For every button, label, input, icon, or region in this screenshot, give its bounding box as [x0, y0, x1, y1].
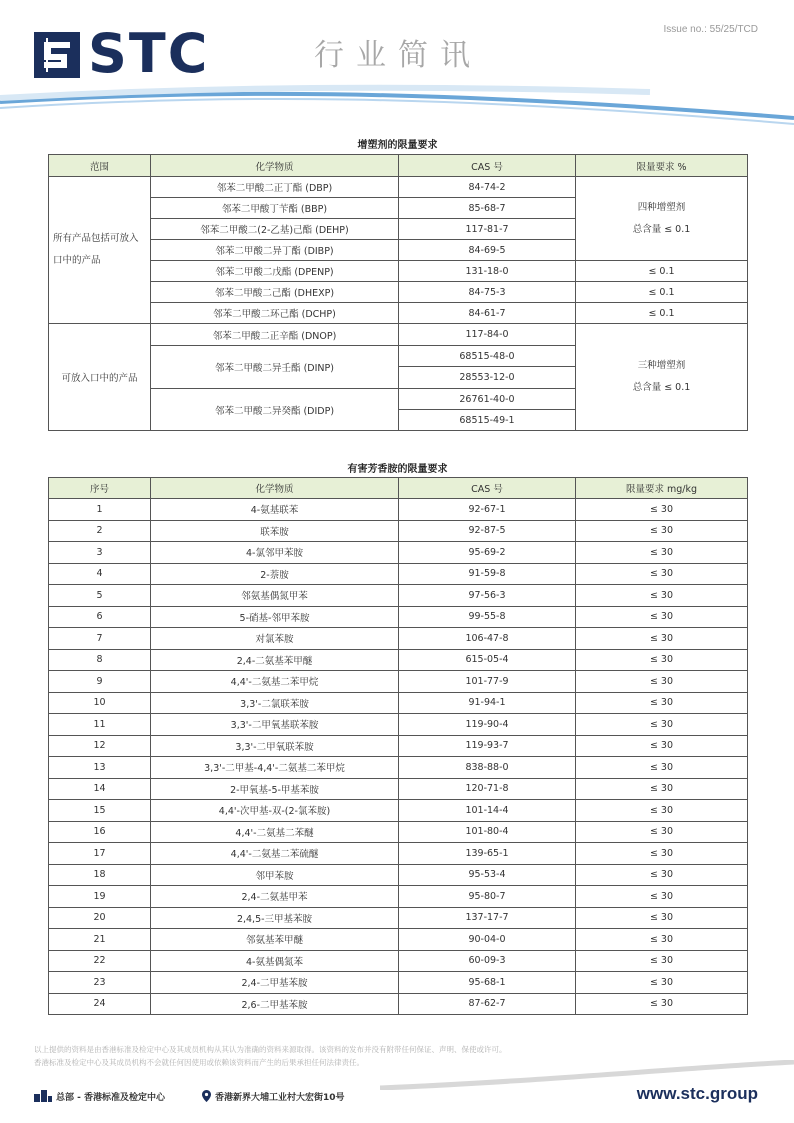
table-row	[49, 735, 748, 757]
chemical-cell: 邻苯二甲酸二己酯 (DHEXP)	[151, 282, 399, 303]
chemical-cell: 2,4,5-三甲基苯胺	[151, 907, 399, 929]
table-row	[49, 821, 748, 843]
chemical-cell: 4,4'-二氨基二苯醚	[151, 821, 399, 843]
chemical-cell: 4-氨基联苯	[151, 499, 399, 521]
table-row	[49, 520, 748, 542]
header-scope: 范围	[49, 155, 151, 177]
index-cell: 14	[49, 778, 151, 800]
cas-cell: 92-87-5	[399, 520, 576, 542]
amines-table	[48, 477, 748, 1015]
cas-cell: 91-59-8	[399, 563, 576, 585]
limit-cell: ≤ 0.1	[576, 282, 748, 303]
limit-group-three	[576, 324, 748, 431]
chemical-cell: 2,4-二氨基苯甲醚	[151, 649, 399, 671]
limit-cell: ≤ 30	[576, 843, 748, 865]
index-cell: 7	[49, 628, 151, 650]
index-cell: 16	[49, 821, 151, 843]
limit-cell: ≤ 30	[576, 950, 748, 972]
limit-cell: ≤ 30	[576, 499, 748, 521]
limit-cell: ≤ 30	[576, 993, 748, 1015]
chemical-cell: 邻甲苯胺	[151, 864, 399, 886]
cas-cell: 26761-40-0	[399, 389, 576, 410]
index-cell: 22	[49, 950, 151, 972]
limit-cell: ≤ 30	[576, 628, 748, 650]
chemical-cell: 邻苯二甲酸二异癸酯 (DIDP)	[151, 389, 399, 431]
table-row	[49, 843, 748, 865]
header-limit: 限量要求 %	[576, 155, 748, 177]
scope-all-products: 所有产品包括可放入口中的产品	[49, 177, 151, 324]
table-row	[49, 649, 748, 671]
limit-cell: ≤ 30	[576, 606, 748, 628]
limit-cell: ≤ 30	[576, 649, 748, 671]
cas-cell: 101-80-4	[399, 821, 576, 843]
chemical-cell: 4,4'-二氨基二苯硫醚	[151, 843, 399, 865]
table-row	[49, 993, 748, 1015]
chemical-cell: 对氯苯胺	[151, 628, 399, 650]
index-cell: 2	[49, 520, 151, 542]
chemical-cell: 联苯胺	[151, 520, 399, 542]
building-icon	[34, 1090, 52, 1105]
limit-cell: ≤ 30	[576, 907, 748, 929]
hq-label: 总部 - 香港标准及检定中心	[56, 1093, 166, 1103]
amines-table-body	[49, 499, 748, 1015]
cas-cell: 838-88-0	[399, 757, 576, 779]
chemical-cell: 4,4'-次甲基-双-(2-氯苯胺)	[151, 800, 399, 822]
chemical-cell: 邻苯二甲酸丁苄酯 (BBP)	[151, 198, 399, 219]
disclaimer-line: 以上提供的资料是由香港标准及检定中心及其成员机构从其认为准确的资料来源取得。该资料的发布并没有附带任何保证、声明、保使或许可。	[34, 1045, 507, 1054]
limit-cell: ≤ 30	[576, 886, 748, 908]
header-cas: CAS 号	[399, 155, 576, 177]
limit-group-four	[576, 177, 748, 261]
cas-cell: 68515-49-1	[399, 410, 576, 431]
website-link[interactable]: www.stc.group	[636, 1084, 758, 1103]
limit-cell: ≤ 30	[576, 692, 748, 714]
header-cas: CAS 号	[399, 478, 576, 499]
table-row	[49, 542, 748, 564]
cas-cell: 60-09-3	[399, 950, 576, 972]
index-cell: 4	[49, 563, 151, 585]
cas-cell: 97-56-3	[399, 585, 576, 607]
cas-cell: 101-14-4	[399, 800, 576, 822]
chemical-cell: 4-氨基偶氮苯	[151, 950, 399, 972]
index-cell: 9	[49, 671, 151, 693]
cas-cell: 119-90-4	[399, 714, 576, 736]
limit-cell: ≤ 30	[576, 972, 748, 994]
footer-hq	[34, 1090, 165, 1105]
cas-cell: 84-75-3	[399, 282, 576, 303]
amines-section-title: 有害芳香胺的限量要求	[347, 464, 448, 475]
chemical-cell: 2,4-二甲基苯胺	[151, 972, 399, 994]
cas-cell: 95-69-2	[399, 542, 576, 564]
chemical-cell: 邻苯二甲酸二正丁酯 (DBP)	[151, 177, 399, 198]
cas-cell: 95-68-1	[399, 972, 576, 994]
page-header	[0, 0, 794, 130]
cas-cell: 85-68-7	[399, 198, 576, 219]
table-row	[49, 692, 748, 714]
plasticizer-table	[48, 154, 748, 431]
address-label: 香港新界大埔工业村大宏街10号	[215, 1093, 345, 1103]
chemical-cell: 邻苯二甲酸二正辛酯 (DNOP)	[151, 324, 399, 346]
page-title: 行业简讯	[314, 38, 482, 73]
limit-group-four-value: 总含量 ≤ 0.1	[632, 223, 691, 235]
cas-cell: 106-47-8	[399, 628, 576, 650]
chemical-cell: 邻苯二甲酸二异壬酯 (DINP)	[151, 346, 399, 389]
cas-cell: 131-18-0	[399, 261, 576, 282]
cas-cell: 117-81-7	[399, 219, 576, 240]
limit-group-three-name: 三种增塑剂	[637, 360, 686, 371]
limit-cell: ≤ 30	[576, 778, 748, 800]
cas-cell: 28553-12-0	[399, 367, 576, 389]
limit-cell: ≤ 30	[576, 520, 748, 542]
header-index: 序号	[49, 478, 151, 499]
chemical-cell: 3,3'-二甲氧基联苯胺	[151, 714, 399, 736]
table-row	[49, 800, 748, 822]
index-cell: 20	[49, 907, 151, 929]
chemical-cell: 3,3'-二甲氧联苯胺	[151, 735, 399, 757]
stc-logo-text: STC	[88, 22, 210, 85]
location-pin-icon	[202, 1090, 211, 1105]
limit-group-four-name: 四种增塑剂	[637, 201, 686, 213]
scope-mouth-products: 可放入口中的产品	[49, 324, 151, 431]
table-row	[49, 929, 748, 951]
limit-group-three-value: 总含量 ≤ 0.1	[632, 382, 691, 393]
index-cell: 23	[49, 972, 151, 994]
chemical-cell: 2-甲氧基-5-甲基苯胺	[151, 778, 399, 800]
table-row	[49, 886, 748, 908]
chemical-cell: 5-硝基-邻甲苯胺	[151, 606, 399, 628]
table-row	[49, 950, 748, 972]
chemical-cell: 2-萘胺	[151, 563, 399, 585]
index-cell: 18	[49, 864, 151, 886]
index-cell: 3	[49, 542, 151, 564]
index-cell: 24	[49, 993, 151, 1015]
table-row	[49, 907, 748, 929]
cas-cell: 84-69-5	[399, 240, 576, 261]
limit-cell: ≤ 0.1	[576, 261, 748, 282]
footer-address	[202, 1090, 345, 1105]
chemical-cell: 邻苯二甲酸二戊酯 (DPENP)	[151, 261, 399, 282]
chemical-cell: 邻氨基苯甲醚	[151, 929, 399, 951]
cas-cell: 87-62-7	[399, 993, 576, 1015]
header-chemical: 化学物质	[151, 155, 399, 177]
cas-cell: 137-17-7	[399, 907, 576, 929]
limit-cell: ≤ 30	[576, 800, 748, 822]
index-cell: 12	[49, 735, 151, 757]
chemical-cell: 4-氯邻甲苯胺	[151, 542, 399, 564]
cas-cell: 84-74-2	[399, 177, 576, 198]
index-cell: 5	[49, 585, 151, 607]
cas-cell: 91-94-1	[399, 692, 576, 714]
table-row	[49, 864, 748, 886]
limit-cell: ≤ 30	[576, 671, 748, 693]
table-row	[49, 585, 748, 607]
table-row	[49, 757, 748, 779]
index-cell: 19	[49, 886, 151, 908]
index-cell: 11	[49, 714, 151, 736]
index-cell: 10	[49, 692, 151, 714]
table-row	[49, 671, 748, 693]
chemical-cell: 2,4-二氨基甲苯	[151, 886, 399, 908]
stc-logo-mark	[34, 32, 80, 78]
limit-cell: ≤ 30	[576, 542, 748, 564]
index-cell: 15	[49, 800, 151, 822]
index-cell: 6	[49, 606, 151, 628]
index-cell: 13	[49, 757, 151, 779]
limit-cell: ≤ 0.1	[576, 303, 748, 324]
chemical-cell: 邻苯二甲酸二(2-乙基)己酯 (DEHP)	[151, 219, 399, 240]
header-swoosh	[0, 80, 794, 130]
index-cell: 17	[49, 843, 151, 865]
cas-cell: 84-61-7	[399, 303, 576, 324]
chemical-cell: 邻苯二甲酸二异丁酯 (DIBP)	[151, 240, 399, 261]
plasticizer-section-title: 增塑剂的限量要求	[357, 140, 438, 151]
cas-cell: 139-65-1	[399, 843, 576, 865]
table-row	[49, 778, 748, 800]
limit-cell: ≤ 30	[576, 735, 748, 757]
header-limit: 限量要求 mg/kg	[576, 478, 748, 499]
cas-cell: 99-55-8	[399, 606, 576, 628]
limit-cell: ≤ 30	[576, 714, 748, 736]
index-cell: 21	[49, 929, 151, 951]
limit-cell: ≤ 30	[576, 757, 748, 779]
table-row	[49, 628, 748, 650]
table-row	[49, 499, 748, 521]
table-row	[49, 563, 748, 585]
limit-cell: ≤ 30	[576, 563, 748, 585]
index-cell: 1	[49, 499, 151, 521]
limit-cell: ≤ 30	[576, 821, 748, 843]
cas-cell: 95-53-4	[399, 864, 576, 886]
chemical-cell: 邻氨基偶氮甲苯	[151, 585, 399, 607]
disclaimer-line: 香港标准及检定中心及其成员机构不会就任何因使用或依赖该资料而产生的后果承担任何法律责任。	[34, 1058, 364, 1067]
cas-cell: 95-80-7	[399, 886, 576, 908]
limit-cell: ≤ 30	[576, 585, 748, 607]
issue-number: Issue no.: 55/25/TCD	[663, 24, 758, 35]
chemical-cell: 3,3'-二氯联苯胺	[151, 692, 399, 714]
chemical-cell: 2,6-二甲基苯胺	[151, 993, 399, 1015]
chemical-cell: 邻苯二甲酸二环己酯 (DCHP)	[151, 303, 399, 324]
limit-cell: ≤ 30	[576, 864, 748, 886]
cas-cell: 101-77-9	[399, 671, 576, 693]
cas-cell: 119-93-7	[399, 735, 576, 757]
table-row	[49, 972, 748, 994]
cas-cell: 68515-48-0	[399, 346, 576, 367]
index-cell: 8	[49, 649, 151, 671]
cas-cell: 117-84-0	[399, 324, 576, 346]
cas-cell: 615-05-4	[399, 649, 576, 671]
limit-cell: ≤ 30	[576, 929, 748, 951]
cas-cell: 92-67-1	[399, 499, 576, 521]
table-row	[49, 714, 748, 736]
chemical-cell: 3,3'-二甲基-4,4'-二氨基二苯甲烷	[151, 757, 399, 779]
chemical-cell: 4,4'-二氨基二苯甲烷	[151, 671, 399, 693]
cas-cell: 90-04-0	[399, 929, 576, 951]
table-row	[49, 606, 748, 628]
header-chemical: 化学物质	[151, 478, 399, 499]
cas-cell: 120-71-8	[399, 778, 576, 800]
